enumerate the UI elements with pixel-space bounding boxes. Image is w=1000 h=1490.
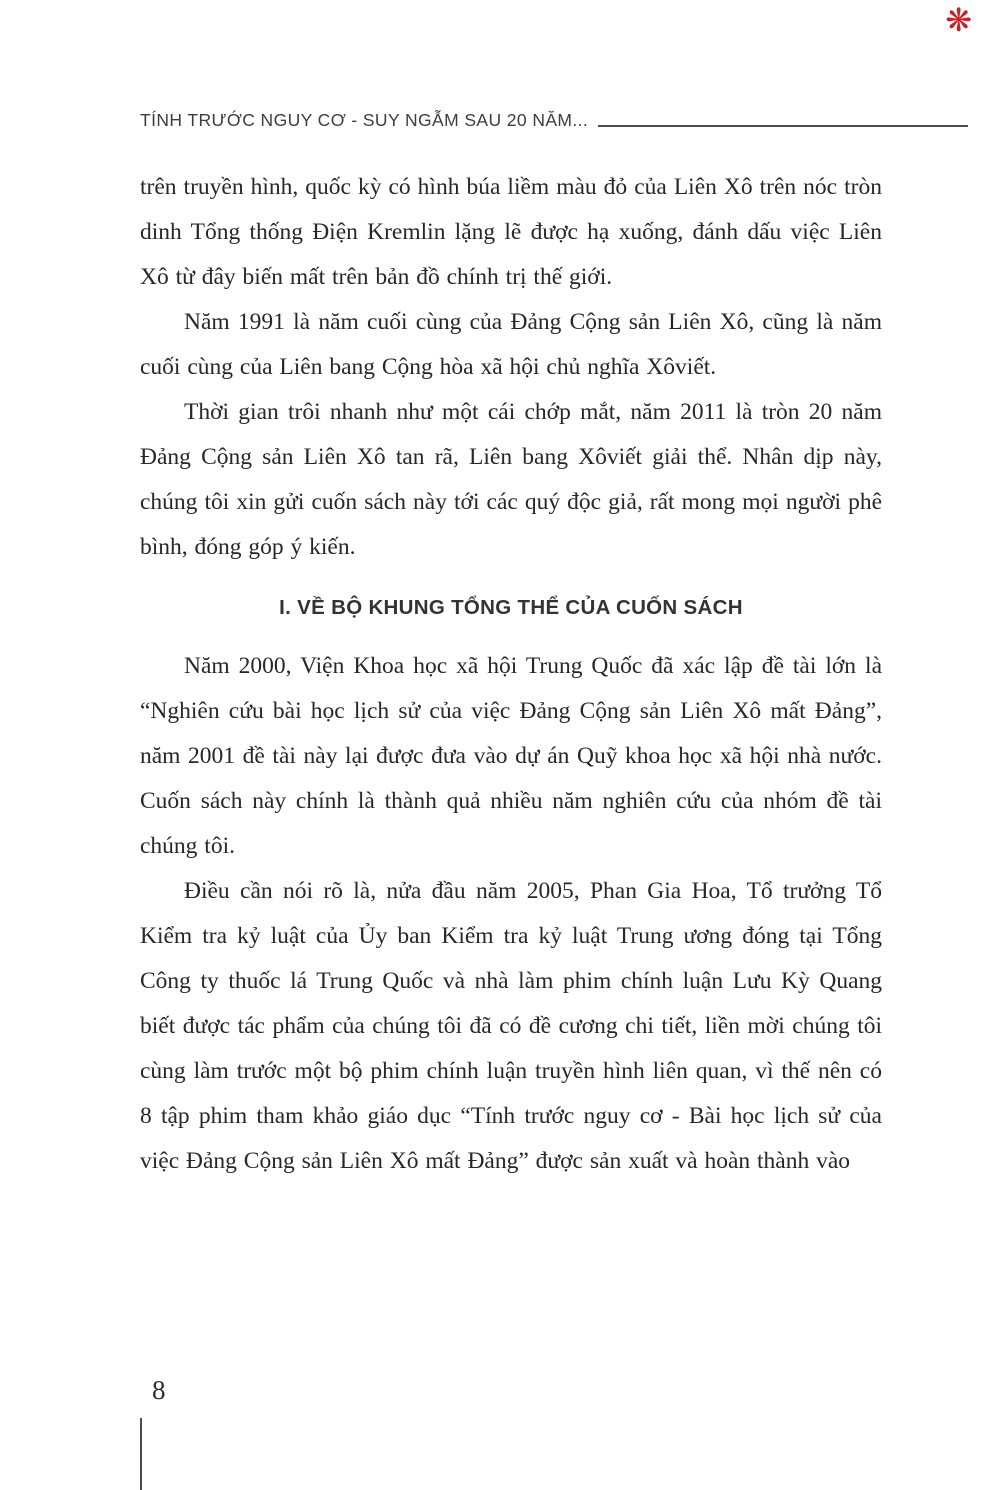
paragraph: Năm 2000, Viện Khoa học xã hội Trung Quốc đã xác lập đề tài lớn là “Nghiên cứu bài học lịch sử của việc Đảng Cộng sản Liên Xô mất Đảng”, năm 2001 đề tài này lại được đưa vào dự án Quỹ khoa học xã hội nhà nước. Cuốn sách này chính là thành quả nhiều năm nghiên cứu của nhóm đề tài chúng tôi. (140, 653, 882, 859)
running-header (140, 110, 968, 131)
flower-asterisk-icon: ❋ (945, 2, 972, 38)
page-body (140, 165, 882, 1184)
paragraph: Năm 1991 là năm cuối cùng của Đảng Cộng sản Liên Xô, cũng là năm cuối cùng của Liên bang Cộng hòa xã hội chủ nghĩa Xôviết. (140, 309, 882, 380)
header-rule (598, 125, 968, 127)
left-margin-line (140, 1418, 142, 1490)
page-number: 8 (152, 1375, 166, 1405)
paragraph: trên truyền hình, quốc kỳ có hình búa liềm màu đỏ của Liên Xô trên nóc tròn dinh Tổng thống Điện Kremlin lặng lẽ được hạ xuống, đánh dấu việc Liên Xô từ đây biến mất trên bản đồ chính trị thế giới. (140, 174, 882, 290)
running-header-title: TÍNH TRƯỚC NGUY CƠ - SUY NGẪM SAU 20 NĂM... (140, 110, 589, 130)
paragraph: Thời gian trôi nhanh như một cái chớp mắt, năm 2011 là tròn 20 năm Đảng Cộng sản Liên Xô tan rã, Liên bang Xôviết giải thể. Nhân dịp này, chúng tôi xin gửi cuốn sách này tới các quý độc giả, rất mong mọi người phê bình, đóng góp ý kiến. (140, 399, 882, 560)
paragraph: Điều cần nói rõ là, nửa đầu năm 2005, Phan Gia Hoa, Tổ trưởng Tổ Kiểm tra kỷ luật của Ủy ban Kiểm tra kỷ luật Trung ương đóng tại Tổng Công ty thuốc lá Trung Quốc và nhà làm phim chính luận Lưu Kỳ Quang biết được tác phẩm của chúng tôi đã có đề cương chi tiết, liền mời chúng tôi cùng làm trước một bộ phim chính luận truyền hình liên quan, vì thế nên có 8 tập phim tham khảo giáo dục “Tính trước nguy cơ - Bài học lịch sử của việc Đảng Cộng sản Liên Xô mất Đảng” được sản xuất và hoàn thành vào (140, 878, 882, 1174)
section-heading: I. VỀ BỘ KHUNG TỔNG THỂ CỦA CUỐN SÁCH (279, 596, 743, 619)
